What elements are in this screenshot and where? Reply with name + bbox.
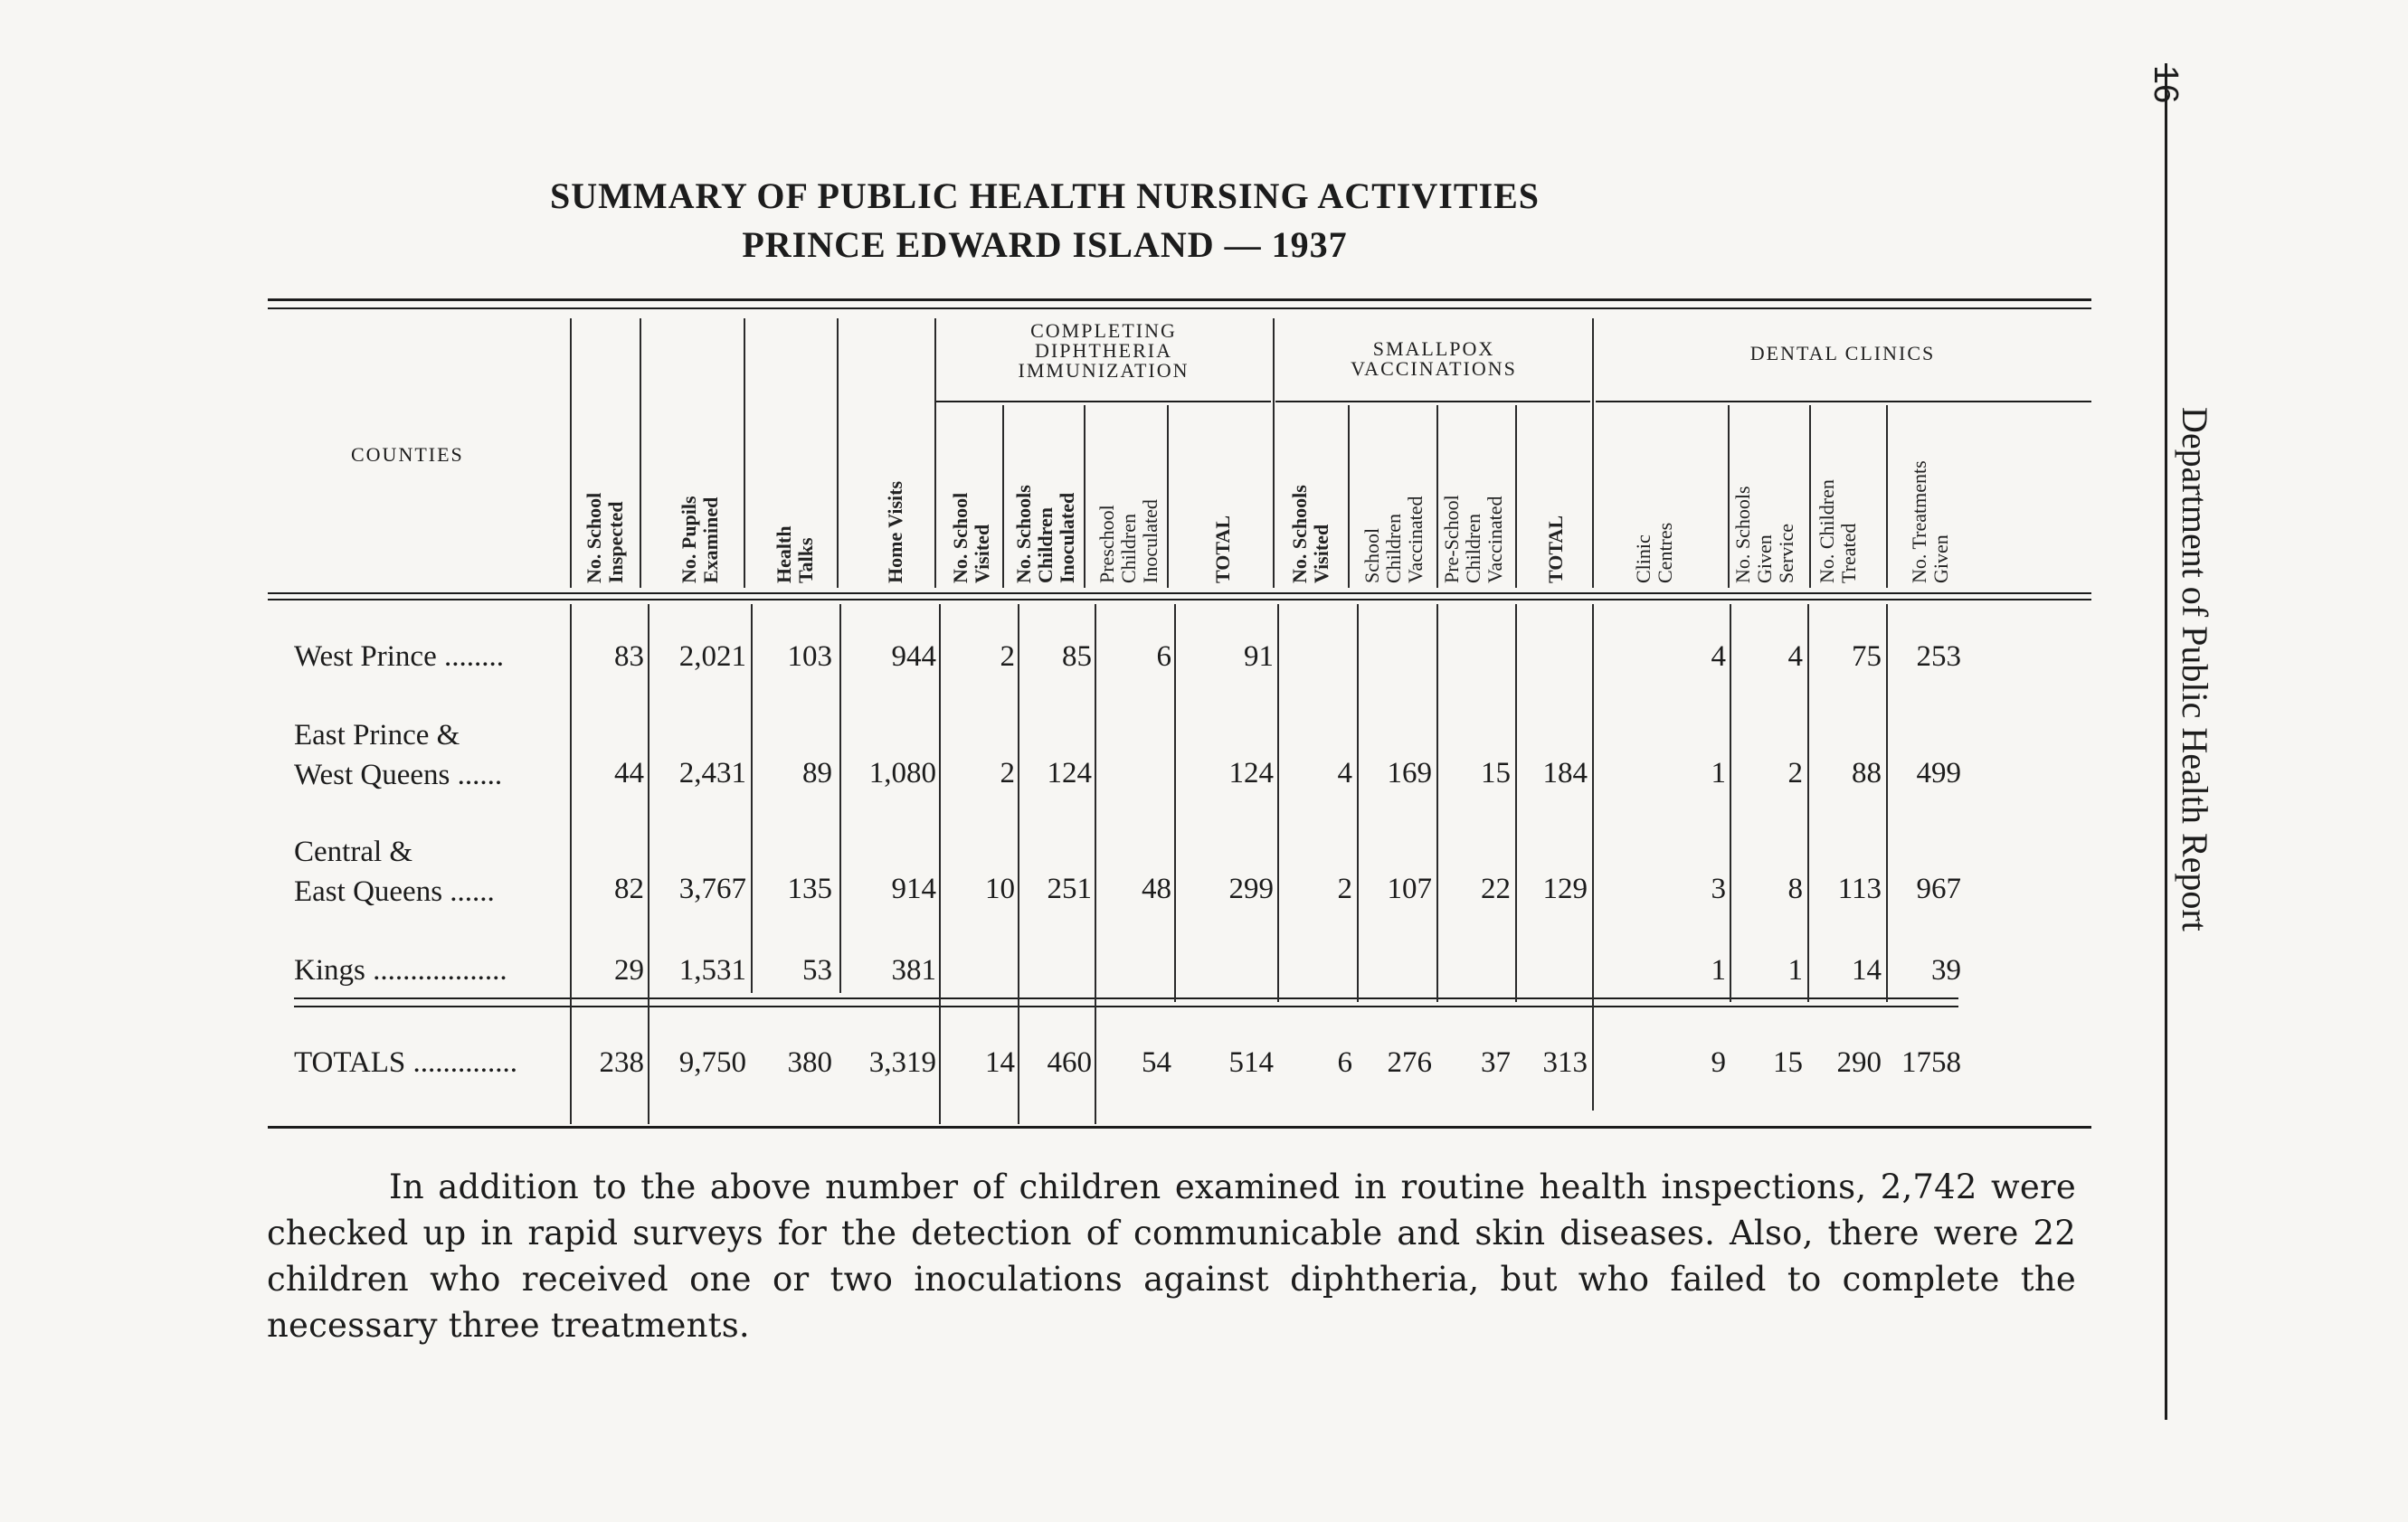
totals-cell: 54 <box>1142 1046 1171 1079</box>
totals-cell: 9 <box>1711 1046 1726 1079</box>
group-header-diphtheria: COMPLETING DIPHTHERIA IMMUNIZATION <box>1018 319 1190 382</box>
table-cell: 6 <box>1156 640 1171 673</box>
table-cell: 135 <box>787 873 832 905</box>
group-underline-diphtheria <box>934 401 1271 402</box>
table-cell: 22 <box>1481 873 1511 905</box>
column-header-schools-children-inoculated: No. Schools Children Inoculated <box>1012 485 1078 583</box>
column-header-school-visited: No. School Visited <box>949 492 993 583</box>
totals-cell: 1758 <box>1901 1046 1961 1079</box>
table-cell: 1 <box>1787 954 1803 987</box>
table-cell: 107 <box>1387 873 1432 905</box>
col-divider <box>1277 604 1279 1002</box>
row-label-west-prince: West Prince ........ <box>294 640 504 673</box>
table-cell: 113 <box>1837 873 1882 905</box>
totals-cell: 514 <box>1228 1046 1274 1079</box>
col-divider <box>1084 405 1085 588</box>
group-header-smallpox: SMALLPOX VACCINATIONS <box>1351 337 1517 380</box>
table-cell: 1,531 <box>678 954 746 987</box>
column-header-vaccination-total: TOTAL <box>1544 515 1567 583</box>
table-cell: 91 <box>1244 640 1274 673</box>
table-cell: 4 <box>1787 640 1803 673</box>
col-divider <box>1809 405 1811 588</box>
table-cell: 89 <box>802 757 832 789</box>
table-cell: 88 <box>1852 757 1882 789</box>
column-header-health-talks: Health Talks <box>773 525 817 583</box>
table-cell: 1,080 <box>868 757 936 789</box>
table-cell: 82 <box>614 873 644 905</box>
table-cell: 83 <box>614 640 644 673</box>
column-header-clinic-centres: Clinic Centres <box>1632 522 1676 583</box>
col-divider <box>1273 318 1275 588</box>
column-header-schools-visited: No. Schools Visited <box>1288 485 1332 583</box>
table-bottom-rule <box>268 1126 2091 1129</box>
table-cell: 2 <box>1000 640 1015 673</box>
table-cell: 499 <box>1916 757 1961 789</box>
running-head: Department of Public Health Report <box>2175 407 2215 931</box>
col-divider <box>570 318 572 588</box>
table-cell: 3 <box>1711 873 1726 905</box>
column-header-school-inspected: No. School Inspected <box>583 492 627 583</box>
totals-cell: 6 <box>1337 1046 1352 1079</box>
totals-cell: 460 <box>1047 1046 1092 1079</box>
col-divider <box>1436 405 1438 588</box>
header-bottom-rule <box>268 592 2091 594</box>
totals-cell: 276 <box>1387 1046 1432 1079</box>
col-divider <box>1002 405 1004 588</box>
table-cell: 2,431 <box>678 757 746 789</box>
col-divider <box>1167 405 1169 588</box>
column-header-home-visits: Home Visits <box>884 480 906 583</box>
totals-cell: 238 <box>599 1046 644 1079</box>
page-subtitle: PRINCE EDWARD ISLAND — 1937 <box>742 224 1348 265</box>
column-header-preschool-vaccinated: Pre-School Children Vaccinated <box>1440 495 1506 583</box>
column-header-treatments-given: No. Treatments Given <box>1908 460 1952 583</box>
col-divider <box>1515 405 1517 588</box>
group-underline-dental <box>1596 401 2091 402</box>
row-label-east-prince-west-queens: East Prince & West Queens ...... <box>294 719 503 791</box>
table-cell: 299 <box>1228 873 1274 905</box>
column-header-diphtheria-total: TOTAL <box>1211 515 1234 583</box>
row-label-central-east-queens: Central & East Queens ...... <box>294 836 495 908</box>
col-divider <box>1436 604 1438 1002</box>
col-divider <box>1357 604 1359 1002</box>
header-bottom-rule-2 <box>268 599 2091 600</box>
column-header-school-children-vaccinated: School Children Vaccinated <box>1360 496 1427 583</box>
table-cell: 103 <box>787 640 832 673</box>
column-header-counties: COUNTIES <box>351 443 464 466</box>
column-header-pupils-examined: No. Pupils Examined <box>678 496 722 583</box>
table-cell: 2 <box>1337 873 1352 905</box>
table-cell: 2 <box>1000 757 1015 789</box>
table-cell: 14 <box>1852 954 1882 987</box>
table-cell: 39 <box>1931 954 1961 987</box>
table-cell: 53 <box>802 954 832 987</box>
table-top-rule <box>268 298 2091 301</box>
table-cell: 10 <box>985 873 1015 905</box>
col-divider <box>1515 604 1517 1002</box>
table-cell: 1 <box>1711 757 1726 789</box>
table-cell: 4 <box>1337 757 1352 789</box>
table-cell: 85 <box>1062 640 1092 673</box>
col-divider <box>744 318 745 588</box>
group-header-dental: DENTAL CLINICS <box>1749 342 1936 364</box>
table-cell: 253 <box>1916 640 1961 673</box>
table-cell: 3,767 <box>678 873 746 905</box>
totals-cell: 290 <box>1836 1046 1882 1079</box>
totals-cell: 15 <box>1773 1046 1803 1079</box>
table-cell: 184 <box>1542 757 1588 789</box>
table-cell: 914 <box>891 873 936 905</box>
col-divider <box>1886 405 1888 588</box>
totals-cell: 313 <box>1542 1046 1588 1079</box>
table-cell: 381 <box>891 954 936 987</box>
col-divider <box>640 318 641 588</box>
row-label-totals: TOTALS .............. <box>294 1046 518 1079</box>
totals-cell: 14 <box>985 1046 1015 1079</box>
body-paragraph: In addition to the above number of children examined in routine health inspections, 2,742 were checked up in rapid surveys for the detection of communicable and skin diseases. Also, there were 22 children who received one or two inoculations against diphtheria, but who failed to complete the necessary three treatments. <box>267 1167 2076 1345</box>
table-cell: 75 <box>1852 640 1882 673</box>
table-top-rule-2 <box>268 307 2091 309</box>
col-divider <box>1728 405 1730 588</box>
table-cell: 4 <box>1711 640 1726 673</box>
table-cell: 15 <box>1481 757 1511 789</box>
col-divider <box>1592 604 1594 1111</box>
table-cell: 124 <box>1228 757 1274 789</box>
table-cell: 8 <box>1787 873 1803 905</box>
column-header-children-treated: No. Children Treated <box>1815 479 1860 583</box>
col-divider <box>1348 405 1350 588</box>
totals-cell: 37 <box>1481 1046 1511 1079</box>
margin-rule <box>2165 63 2167 1420</box>
page-number: 16 <box>2147 65 2185 104</box>
column-header-preschool-inoculated: Preschool Children Inoculated <box>1095 499 1161 583</box>
table-cell: 1 <box>1711 954 1726 987</box>
table-cell: 251 <box>1047 873 1092 905</box>
table-cell: 48 <box>1142 873 1171 905</box>
row-label-kings: Kings .................. <box>294 954 507 987</box>
totals-cell: 380 <box>787 1046 832 1079</box>
table-cell: 169 <box>1387 757 1432 789</box>
totals-rule-2 <box>294 1006 1958 1007</box>
table-cell: 124 <box>1047 757 1092 789</box>
table-cell: 944 <box>891 640 936 673</box>
group-underline-smallpox <box>1275 401 1590 402</box>
totals-cell: 9,750 <box>678 1046 746 1079</box>
column-header-schools-given-service: No. Schools Given Service <box>1731 486 1797 583</box>
totals-cell: 3,319 <box>868 1046 936 1079</box>
page-title: SUMMARY OF PUBLIC HEALTH NURSING ACTIVITIES <box>550 175 1540 216</box>
col-divider <box>837 318 839 588</box>
table-cell: 129 <box>1542 873 1588 905</box>
table-cell: 44 <box>614 757 644 789</box>
table-cell: 29 <box>614 954 644 987</box>
table-cell: 967 <box>1916 873 1961 905</box>
table-cell: 2,021 <box>678 640 746 673</box>
totals-rule <box>294 997 1958 999</box>
table-cell: 2 <box>1787 757 1803 789</box>
